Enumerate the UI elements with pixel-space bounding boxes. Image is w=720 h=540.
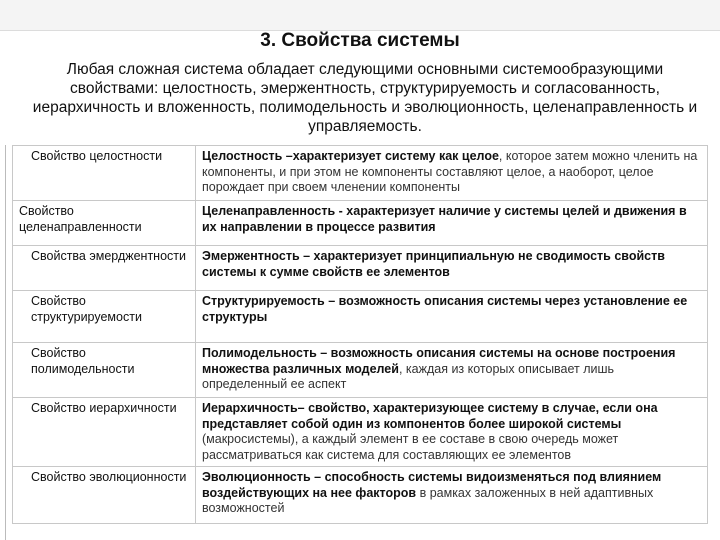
table-row [13, 146, 708, 201]
definition-cell [196, 201, 708, 246]
term-cell: Свойство целенаправленности [13, 201, 196, 246]
top-strip [0, 0, 720, 31]
definition-cell [196, 246, 708, 291]
definition-rest: , каждая из которых описывает лишь определенный ее аспект [202, 361, 615, 391]
definition-cell [196, 398, 708, 467]
table-row [13, 246, 708, 291]
definition-rest: , которое затем можно членить на компоненты, и при этом не компоненты составляют целое, а наоборот, целое порождает при своем членении компоненты [202, 149, 698, 194]
definition-rest: в рамках заложенных в ней адаптивных возможностей [202, 485, 654, 515]
intro-paragraph: Любая сложная система обладает следующими основными системообразующими свойствами: целостность, эмержентность, структурируемость и согласованность, иерархичность и вложенность, полимодельность и эволюционность, целенаправленность и управляемость. [32, 61, 698, 135]
definition-lead: Полимодельность – возможность описания системы на основе построения множества различных моделей [202, 346, 676, 376]
page-title: 3. Свойства системы [260, 30, 460, 51]
term-cell: Свойство структурируемости [13, 291, 196, 343]
definition-cell [196, 343, 708, 398]
table-row [13, 291, 708, 343]
definition-cell [196, 467, 708, 524]
definition-lead: Целостность –характеризует систему как целое [202, 149, 499, 163]
term-cell: Свойство эволюционности [13, 467, 196, 524]
left-divider [5, 145, 6, 540]
table-row [13, 201, 708, 246]
table-row [13, 343, 708, 398]
definition-rest: (макросистемы), а каждый элемент в ее составе в свою очередь может рассматриваться как система для составляющих ее элементов [202, 432, 619, 462]
definition-cell [196, 146, 708, 201]
properties-table [12, 145, 708, 524]
definition-lead: Иерархичность– свойство, характеризующее систему в случае, если она представляет собой один из компонентов более широкой системы [202, 401, 658, 431]
term-cell: Свойство иерархичности [13, 398, 196, 467]
definition-lead: Эволюционность – способность системы видоизменяться под влиянием воздействующих на нее факторов [202, 470, 662, 500]
term-cell: Свойства эмерджентности [13, 246, 196, 291]
term-cell: Свойство полимодельности [13, 343, 196, 398]
definition-lead: Целенаправленность - характеризует наличие у системы целей и движения в их направлении в процессе развития [202, 204, 687, 234]
term-cell: Свойство целостности [13, 146, 196, 201]
table-row [13, 398, 708, 467]
definition-lead: Структурируемость – возможность описания системы через установление ее структуры [202, 294, 688, 324]
definition-lead: Эмержентность – характеризует принципиальную не сводимость свойств системы к сумме свойств ее элементов [202, 249, 665, 279]
definition-cell [196, 291, 708, 343]
table-row [13, 467, 708, 524]
